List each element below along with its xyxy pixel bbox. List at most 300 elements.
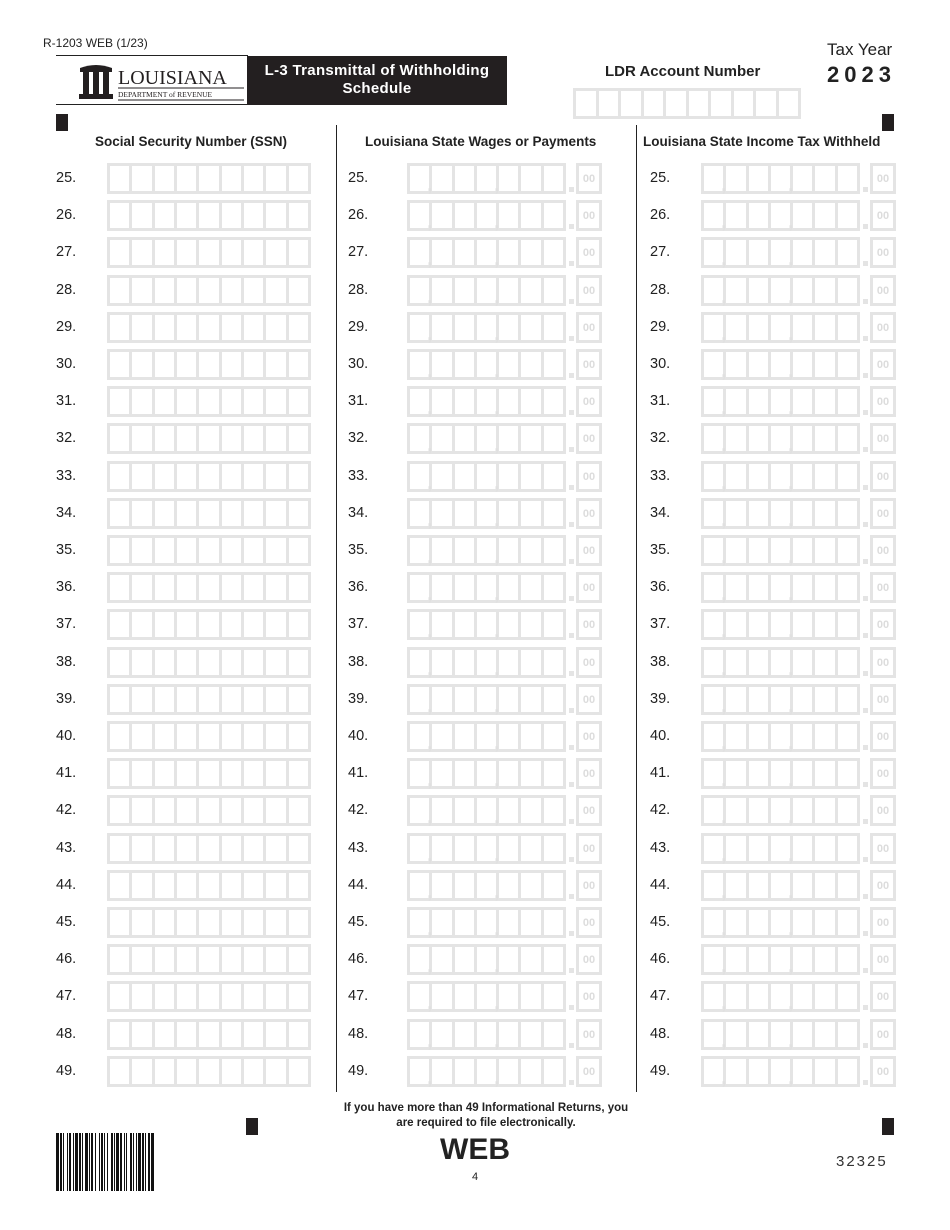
digit-cell[interactable] (155, 724, 174, 749)
digit-cell[interactable] (289, 203, 308, 228)
digit-cell[interactable] (244, 352, 263, 377)
digit-cell[interactable] (432, 315, 451, 340)
digit-cell[interactable] (266, 315, 285, 340)
digit-cell[interactable] (177, 1022, 196, 1047)
digit-cell[interactable] (266, 947, 285, 972)
digit-cell[interactable] (132, 798, 151, 823)
digit-cell[interactable] (793, 798, 812, 823)
digit-cell[interactable] (132, 538, 151, 563)
digit-cell[interactable] (110, 650, 129, 675)
ssn-field[interactable] (107, 1056, 311, 1087)
digit-cell[interactable] (110, 426, 129, 451)
digit-cell[interactable] (521, 761, 540, 786)
digit-cell[interactable] (499, 315, 518, 340)
digit-cell[interactable] (222, 240, 241, 265)
digit-cell[interactable] (244, 650, 263, 675)
digit-cell[interactable] (793, 1059, 812, 1084)
digit-cell[interactable] (155, 1022, 174, 1047)
digit-cell[interactable] (177, 426, 196, 451)
digit-cell[interactable] (132, 315, 151, 340)
digit-cell[interactable] (222, 501, 241, 526)
digit-cell[interactable] (749, 426, 768, 451)
digit-cell[interactable] (499, 464, 518, 489)
digit-cell[interactable] (815, 278, 834, 303)
digit-cell[interactable] (726, 315, 745, 340)
digit-cell[interactable] (432, 389, 451, 414)
digit-cell[interactable] (838, 166, 857, 191)
digit-cell[interactable] (793, 1022, 812, 1047)
digit-cell[interactable] (793, 575, 812, 600)
digit-cell[interactable] (266, 1059, 285, 1084)
digit-cell[interactable] (455, 501, 474, 526)
digit-cell[interactable] (432, 352, 451, 377)
digit-cell[interactable] (289, 873, 308, 898)
digit-cell[interactable] (544, 352, 563, 377)
digit-cell[interactable] (455, 315, 474, 340)
digit-cell[interactable] (266, 464, 285, 489)
digit-cell[interactable] (177, 947, 196, 972)
digit-cell[interactable] (644, 91, 664, 116)
digit-cell[interactable] (177, 650, 196, 675)
digit-cell[interactable] (544, 278, 563, 303)
digit-cell[interactable] (455, 650, 474, 675)
digit-cell[interactable] (199, 910, 218, 935)
digit-cell[interactable] (244, 947, 263, 972)
digit-cell[interactable] (199, 836, 218, 861)
digit-cell[interactable] (838, 761, 857, 786)
digit-cell[interactable] (499, 352, 518, 377)
digit-cell[interactable] (199, 240, 218, 265)
digit-cell[interactable] (499, 501, 518, 526)
ssn-field[interactable] (107, 200, 311, 231)
digit-cell[interactable] (793, 687, 812, 712)
digit-cell[interactable] (289, 501, 308, 526)
digit-cell[interactable] (455, 166, 474, 191)
digit-cell[interactable] (155, 910, 174, 935)
digit-cell[interactable] (749, 389, 768, 414)
ssn-field[interactable] (107, 684, 311, 715)
digit-cell[interactable] (749, 761, 768, 786)
digit-cell[interactable] (838, 538, 857, 563)
digit-cell[interactable] (455, 389, 474, 414)
digit-cell[interactable] (244, 687, 263, 712)
digit-cell[interactable] (155, 389, 174, 414)
digit-cell[interactable] (815, 203, 834, 228)
digit-cell[interactable] (756, 91, 776, 116)
digit-cell[interactable] (110, 910, 129, 935)
digit-cell[interactable] (815, 240, 834, 265)
digit-cell[interactable] (289, 538, 308, 563)
digit-cell[interactable] (199, 315, 218, 340)
digit-cell[interactable] (222, 910, 241, 935)
digit-cell[interactable] (132, 501, 151, 526)
digit-cell[interactable] (199, 1022, 218, 1047)
digit-cell[interactable] (793, 240, 812, 265)
digit-cell[interactable] (177, 724, 196, 749)
digit-cell[interactable] (521, 166, 540, 191)
digit-cell[interactable] (222, 650, 241, 675)
digit-cell[interactable] (521, 315, 540, 340)
digit-cell[interactable] (689, 91, 709, 116)
digit-cell[interactable] (499, 278, 518, 303)
digit-cell[interactable] (838, 464, 857, 489)
digit-cell[interactable] (521, 650, 540, 675)
digit-cell[interactable] (432, 1022, 451, 1047)
digit-cell[interactable] (544, 389, 563, 414)
digit-cell[interactable] (432, 873, 451, 898)
digit-cell[interactable] (244, 1059, 263, 1084)
digit-cell[interactable] (621, 91, 641, 116)
digit-cell[interactable] (266, 352, 285, 377)
digit-cell[interactable] (793, 612, 812, 637)
digit-cell[interactable] (177, 240, 196, 265)
digit-cell[interactable] (749, 352, 768, 377)
digit-cell[interactable] (544, 166, 563, 191)
digit-cell[interactable] (244, 464, 263, 489)
digit-cell[interactable] (521, 352, 540, 377)
digit-cell[interactable] (177, 352, 196, 377)
digit-cell[interactable] (110, 278, 129, 303)
digit-cell[interactable] (177, 315, 196, 340)
digit-cell[interactable] (815, 687, 834, 712)
digit-cell[interactable] (289, 166, 308, 191)
digit-cell[interactable] (266, 650, 285, 675)
digit-cell[interactable] (155, 873, 174, 898)
digit-cell[interactable] (110, 1059, 129, 1084)
digit-cell[interactable] (289, 724, 308, 749)
digit-cell[interactable] (222, 947, 241, 972)
digit-cell[interactable] (838, 389, 857, 414)
digit-cell[interactable] (199, 1059, 218, 1084)
digit-cell[interactable] (199, 984, 218, 1009)
digit-cell[interactable] (222, 1022, 241, 1047)
digit-cell[interactable] (155, 315, 174, 340)
digit-cell[interactable] (155, 687, 174, 712)
digit-cell[interactable] (266, 873, 285, 898)
digit-cell[interactable] (222, 984, 241, 1009)
digit-cell[interactable] (521, 873, 540, 898)
digit-cell[interactable] (815, 538, 834, 563)
digit-cell[interactable] (132, 426, 151, 451)
digit-cell[interactable] (110, 464, 129, 489)
digit-cell[interactable] (815, 315, 834, 340)
digit-cell[interactable] (289, 650, 308, 675)
digit-cell[interactable] (199, 873, 218, 898)
digit-cell[interactable] (499, 984, 518, 1009)
digit-cell[interactable] (132, 984, 151, 1009)
digit-cell[interactable] (726, 947, 745, 972)
digit-cell[interactable] (521, 910, 540, 935)
digit-cell[interactable] (244, 166, 263, 191)
digit-cell[interactable] (815, 724, 834, 749)
digit-cell[interactable] (132, 650, 151, 675)
digit-cell[interactable] (110, 873, 129, 898)
digit-cell[interactable] (432, 501, 451, 526)
digit-cell[interactable] (521, 240, 540, 265)
digit-cell[interactable] (455, 464, 474, 489)
digit-cell[interactable] (266, 240, 285, 265)
digit-cell[interactable] (132, 240, 151, 265)
digit-cell[interactable] (155, 761, 174, 786)
digit-cell[interactable] (222, 389, 241, 414)
digit-cell[interactable] (499, 426, 518, 451)
digit-cell[interactable] (749, 798, 768, 823)
digit-cell[interactable] (432, 426, 451, 451)
digit-cell[interactable] (521, 612, 540, 637)
digit-cell[interactable] (244, 761, 263, 786)
digit-cell[interactable] (749, 1059, 768, 1084)
digit-cell[interactable] (266, 761, 285, 786)
digit-cell[interactable] (499, 650, 518, 675)
digit-cell[interactable] (155, 240, 174, 265)
digit-cell[interactable] (244, 873, 263, 898)
ssn-field[interactable] (107, 237, 311, 268)
digit-cell[interactable] (199, 761, 218, 786)
digit-cell[interactable] (432, 1059, 451, 1084)
digit-cell[interactable] (544, 426, 563, 451)
digit-cell[interactable] (544, 650, 563, 675)
digit-cell[interactable] (289, 464, 308, 489)
digit-cell[interactable] (132, 278, 151, 303)
digit-cell[interactable] (155, 538, 174, 563)
digit-cell[interactable] (177, 984, 196, 1009)
digit-cell[interactable] (222, 724, 241, 749)
digit-cell[interactable] (749, 724, 768, 749)
digit-cell[interactable] (838, 426, 857, 451)
digit-cell[interactable] (499, 910, 518, 935)
digit-cell[interactable] (576, 91, 596, 116)
digit-cell[interactable] (244, 240, 263, 265)
digit-cell[interactable] (455, 761, 474, 786)
digit-cell[interactable] (177, 166, 196, 191)
digit-cell[interactable] (838, 278, 857, 303)
digit-cell[interactable] (455, 575, 474, 600)
digit-cell[interactable] (838, 910, 857, 935)
digit-cell[interactable] (544, 464, 563, 489)
digit-cell[interactable] (815, 873, 834, 898)
digit-cell[interactable] (432, 984, 451, 1009)
digit-cell[interactable] (544, 612, 563, 637)
digit-cell[interactable] (222, 166, 241, 191)
digit-cell[interactable] (110, 836, 129, 861)
digit-cell[interactable] (132, 761, 151, 786)
digit-cell[interactable] (499, 575, 518, 600)
digit-cell[interactable] (110, 761, 129, 786)
digit-cell[interactable] (289, 1022, 308, 1047)
ssn-field[interactable] (107, 609, 311, 640)
digit-cell[interactable] (499, 240, 518, 265)
digit-cell[interactable] (749, 501, 768, 526)
digit-cell[interactable] (244, 612, 263, 637)
digit-cell[interactable] (132, 1022, 151, 1047)
digit-cell[interactable] (499, 798, 518, 823)
digit-cell[interactable] (793, 352, 812, 377)
digit-cell[interactable] (838, 836, 857, 861)
digit-cell[interactable] (726, 798, 745, 823)
digit-cell[interactable] (222, 203, 241, 228)
digit-cell[interactable] (455, 687, 474, 712)
digit-cell[interactable] (244, 910, 263, 935)
digit-cell[interactable] (544, 984, 563, 1009)
digit-cell[interactable] (155, 575, 174, 600)
digit-cell[interactable] (432, 575, 451, 600)
digit-cell[interactable] (177, 278, 196, 303)
digit-cell[interactable] (177, 575, 196, 600)
digit-cell[interactable] (499, 761, 518, 786)
ssn-field[interactable] (107, 870, 311, 901)
digit-cell[interactable] (432, 798, 451, 823)
digit-cell[interactable] (544, 873, 563, 898)
digit-cell[interactable] (838, 240, 857, 265)
digit-cell[interactable] (499, 1059, 518, 1084)
digit-cell[interactable] (155, 203, 174, 228)
digit-cell[interactable] (544, 315, 563, 340)
digit-cell[interactable] (749, 315, 768, 340)
digit-cell[interactable] (289, 575, 308, 600)
ssn-field[interactable] (107, 572, 311, 603)
digit-cell[interactable] (289, 798, 308, 823)
digit-cell[interactable] (432, 464, 451, 489)
digit-cell[interactable] (110, 203, 129, 228)
digit-cell[interactable] (155, 278, 174, 303)
ssn-field[interactable] (107, 163, 311, 194)
digit-cell[interactable] (266, 538, 285, 563)
digit-cell[interactable] (289, 761, 308, 786)
digit-cell[interactable] (749, 278, 768, 303)
digit-cell[interactable] (177, 687, 196, 712)
ssn-field[interactable] (107, 795, 311, 826)
digit-cell[interactable] (838, 724, 857, 749)
digit-cell[interactable] (726, 389, 745, 414)
digit-cell[interactable] (734, 91, 754, 116)
ssn-field[interactable] (107, 423, 311, 454)
digit-cell[interactable] (266, 575, 285, 600)
digit-cell[interactable] (244, 798, 263, 823)
digit-cell[interactable] (599, 91, 619, 116)
digit-cell[interactable] (815, 836, 834, 861)
digit-cell[interactable] (521, 538, 540, 563)
digit-cell[interactable] (726, 910, 745, 935)
digit-cell[interactable] (815, 650, 834, 675)
digit-cell[interactable] (432, 761, 451, 786)
digit-cell[interactable] (132, 203, 151, 228)
digit-cell[interactable] (177, 910, 196, 935)
digit-cell[interactable] (544, 203, 563, 228)
digit-cell[interactable] (244, 724, 263, 749)
digit-cell[interactable] (155, 352, 174, 377)
ssn-field[interactable] (107, 535, 311, 566)
digit-cell[interactable] (544, 836, 563, 861)
digit-cell[interactable] (749, 1022, 768, 1047)
digit-cell[interactable] (815, 426, 834, 451)
digit-cell[interactable] (815, 575, 834, 600)
digit-cell[interactable] (815, 1059, 834, 1084)
digit-cell[interactable] (455, 873, 474, 898)
digit-cell[interactable] (244, 984, 263, 1009)
digit-cell[interactable] (521, 203, 540, 228)
digit-cell[interactable] (177, 464, 196, 489)
digit-cell[interactable] (544, 1059, 563, 1084)
digit-cell[interactable] (132, 836, 151, 861)
digit-cell[interactable] (815, 984, 834, 1009)
digit-cell[interactable] (499, 947, 518, 972)
digit-cell[interactable] (244, 389, 263, 414)
digit-cell[interactable] (815, 1022, 834, 1047)
digit-cell[interactable] (110, 166, 129, 191)
digit-cell[interactable] (726, 724, 745, 749)
digit-cell[interactable] (199, 724, 218, 749)
digit-cell[interactable] (793, 501, 812, 526)
digit-cell[interactable] (244, 203, 263, 228)
ssn-field[interactable] (107, 833, 311, 864)
digit-cell[interactable] (544, 798, 563, 823)
digit-cell[interactable] (177, 203, 196, 228)
digit-cell[interactable] (222, 761, 241, 786)
digit-cell[interactable] (838, 612, 857, 637)
digit-cell[interactable] (793, 910, 812, 935)
digit-cell[interactable] (177, 538, 196, 563)
digit-cell[interactable] (726, 464, 745, 489)
digit-cell[interactable] (110, 947, 129, 972)
digit-cell[interactable] (815, 910, 834, 935)
digit-cell[interactable] (455, 1022, 474, 1047)
digit-cell[interactable] (199, 612, 218, 637)
digit-cell[interactable] (838, 1022, 857, 1047)
digit-cell[interactable] (222, 836, 241, 861)
digit-cell[interactable] (793, 278, 812, 303)
digit-cell[interactable] (726, 1022, 745, 1047)
digit-cell[interactable] (222, 612, 241, 637)
digit-cell[interactable] (155, 426, 174, 451)
digit-cell[interactable] (455, 612, 474, 637)
digit-cell[interactable] (289, 910, 308, 935)
digit-cell[interactable] (110, 687, 129, 712)
digit-cell[interactable] (244, 315, 263, 340)
digit-cell[interactable] (499, 836, 518, 861)
digit-cell[interactable] (455, 352, 474, 377)
digit-cell[interactable] (222, 278, 241, 303)
digit-cell[interactable] (726, 873, 745, 898)
digit-cell[interactable] (266, 612, 285, 637)
digit-cell[interactable] (155, 984, 174, 1009)
digit-cell[interactable] (815, 798, 834, 823)
digit-cell[interactable] (711, 91, 731, 116)
digit-cell[interactable] (455, 984, 474, 1009)
digit-cell[interactable] (289, 984, 308, 1009)
digit-cell[interactable] (726, 166, 745, 191)
digit-cell[interactable] (838, 984, 857, 1009)
digit-cell[interactable] (455, 910, 474, 935)
digit-cell[interactable] (455, 240, 474, 265)
digit-cell[interactable] (838, 575, 857, 600)
digit-cell[interactable] (132, 873, 151, 898)
ssn-field[interactable] (107, 944, 311, 975)
digit-cell[interactable] (222, 426, 241, 451)
digit-cell[interactable] (199, 352, 218, 377)
digit-cell[interactable] (432, 650, 451, 675)
digit-cell[interactable] (726, 426, 745, 451)
digit-cell[interactable] (838, 947, 857, 972)
digit-cell[interactable] (266, 501, 285, 526)
digit-cell[interactable] (726, 836, 745, 861)
ssn-field[interactable] (107, 349, 311, 380)
digit-cell[interactable] (499, 166, 518, 191)
digit-cell[interactable] (521, 278, 540, 303)
ssn-field[interactable] (107, 907, 311, 938)
digit-cell[interactable] (222, 873, 241, 898)
digit-cell[interactable] (726, 612, 745, 637)
digit-cell[interactable] (155, 166, 174, 191)
